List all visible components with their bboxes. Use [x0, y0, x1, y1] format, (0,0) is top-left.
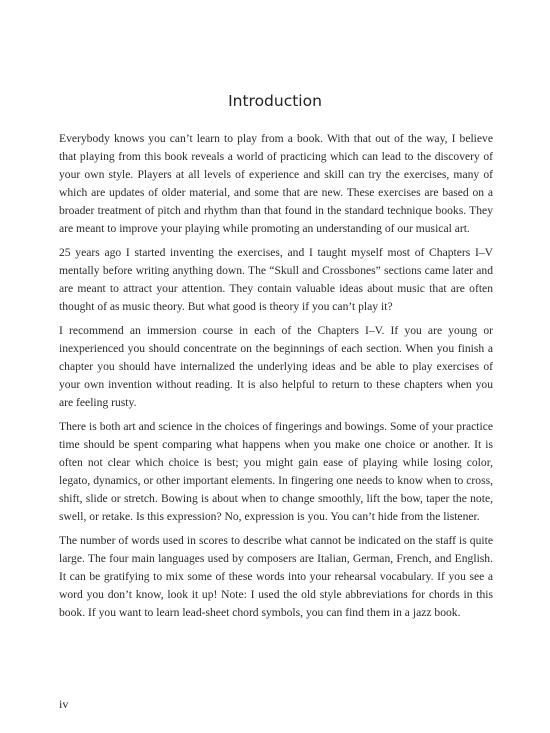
paragraph-3: I recommend an immersion course in each of the Chapters I–V. If you are young or inexperienced you should concentrate on the beginnings of each section. When you finish a chapter you should have internalized the underlying ideas and be able to play exercises of your own invention without reading. It is also helpful to return to these chapters when you are feeling rusty.	[59, 324, 493, 409]
paragraph-4: There is both art and science in the choices of fingerings and bowings. Some of your practice time should be spent comparing what happens when you make one choice or another. It is often not clear which choice is best; you might gain ease of playing while losing color, legato, dynamics, or other important elements. In fingering one needs to know when to cross, shift, slide or stretch. Bowing is about when to change smoothly, lift the bow, taper the note, swell, or retake. Is this expression? No, expression is you. You can’t hide from the listener.	[59, 420, 493, 523]
paragraph-5: The number of words used in scores to describe what cannot be indicated on the staff is quite large. The four main languages used by composers are Italian, German, French, and English. It can be gratifying to mix some of these words into your rehearsal vocabulary. If you see a word you don’t know, look it up! Note: I used the old style abbreviations for chords in this book. If you want to learn lead-sheet chord symbols, you can find them in a jazz book.	[59, 534, 493, 619]
page-number: iv	[59, 697, 69, 711]
page-title: Introduction	[228, 92, 322, 110]
paragraph-2: 25 years ago I started inventing the exercises, and I taught myself most of Chapters I–V mentally before writing anything down. The “Skull and Crossbones” sections came later and are meant to attract your attention. They contain valuable ideas about music that are often thought of as music theory. But what good is theory if you can’t play it?	[59, 246, 493, 313]
body-text	[59, 130, 493, 628]
paragraph-1: Everybody knows you can’t learn to play from a book. With that out of the way, I believe that playing from this book reveals a world of practicing which can lead to the discovery of your own style. Players at all levels of experience and skill can try the exercises, many of which are updates of older material, and some that are new. These exercises are based on a broader treatment of pitch and rhythm than that found in the standard technique books. They are meant to improve your playing while promoting an understanding of our musical art.	[59, 132, 493, 235]
